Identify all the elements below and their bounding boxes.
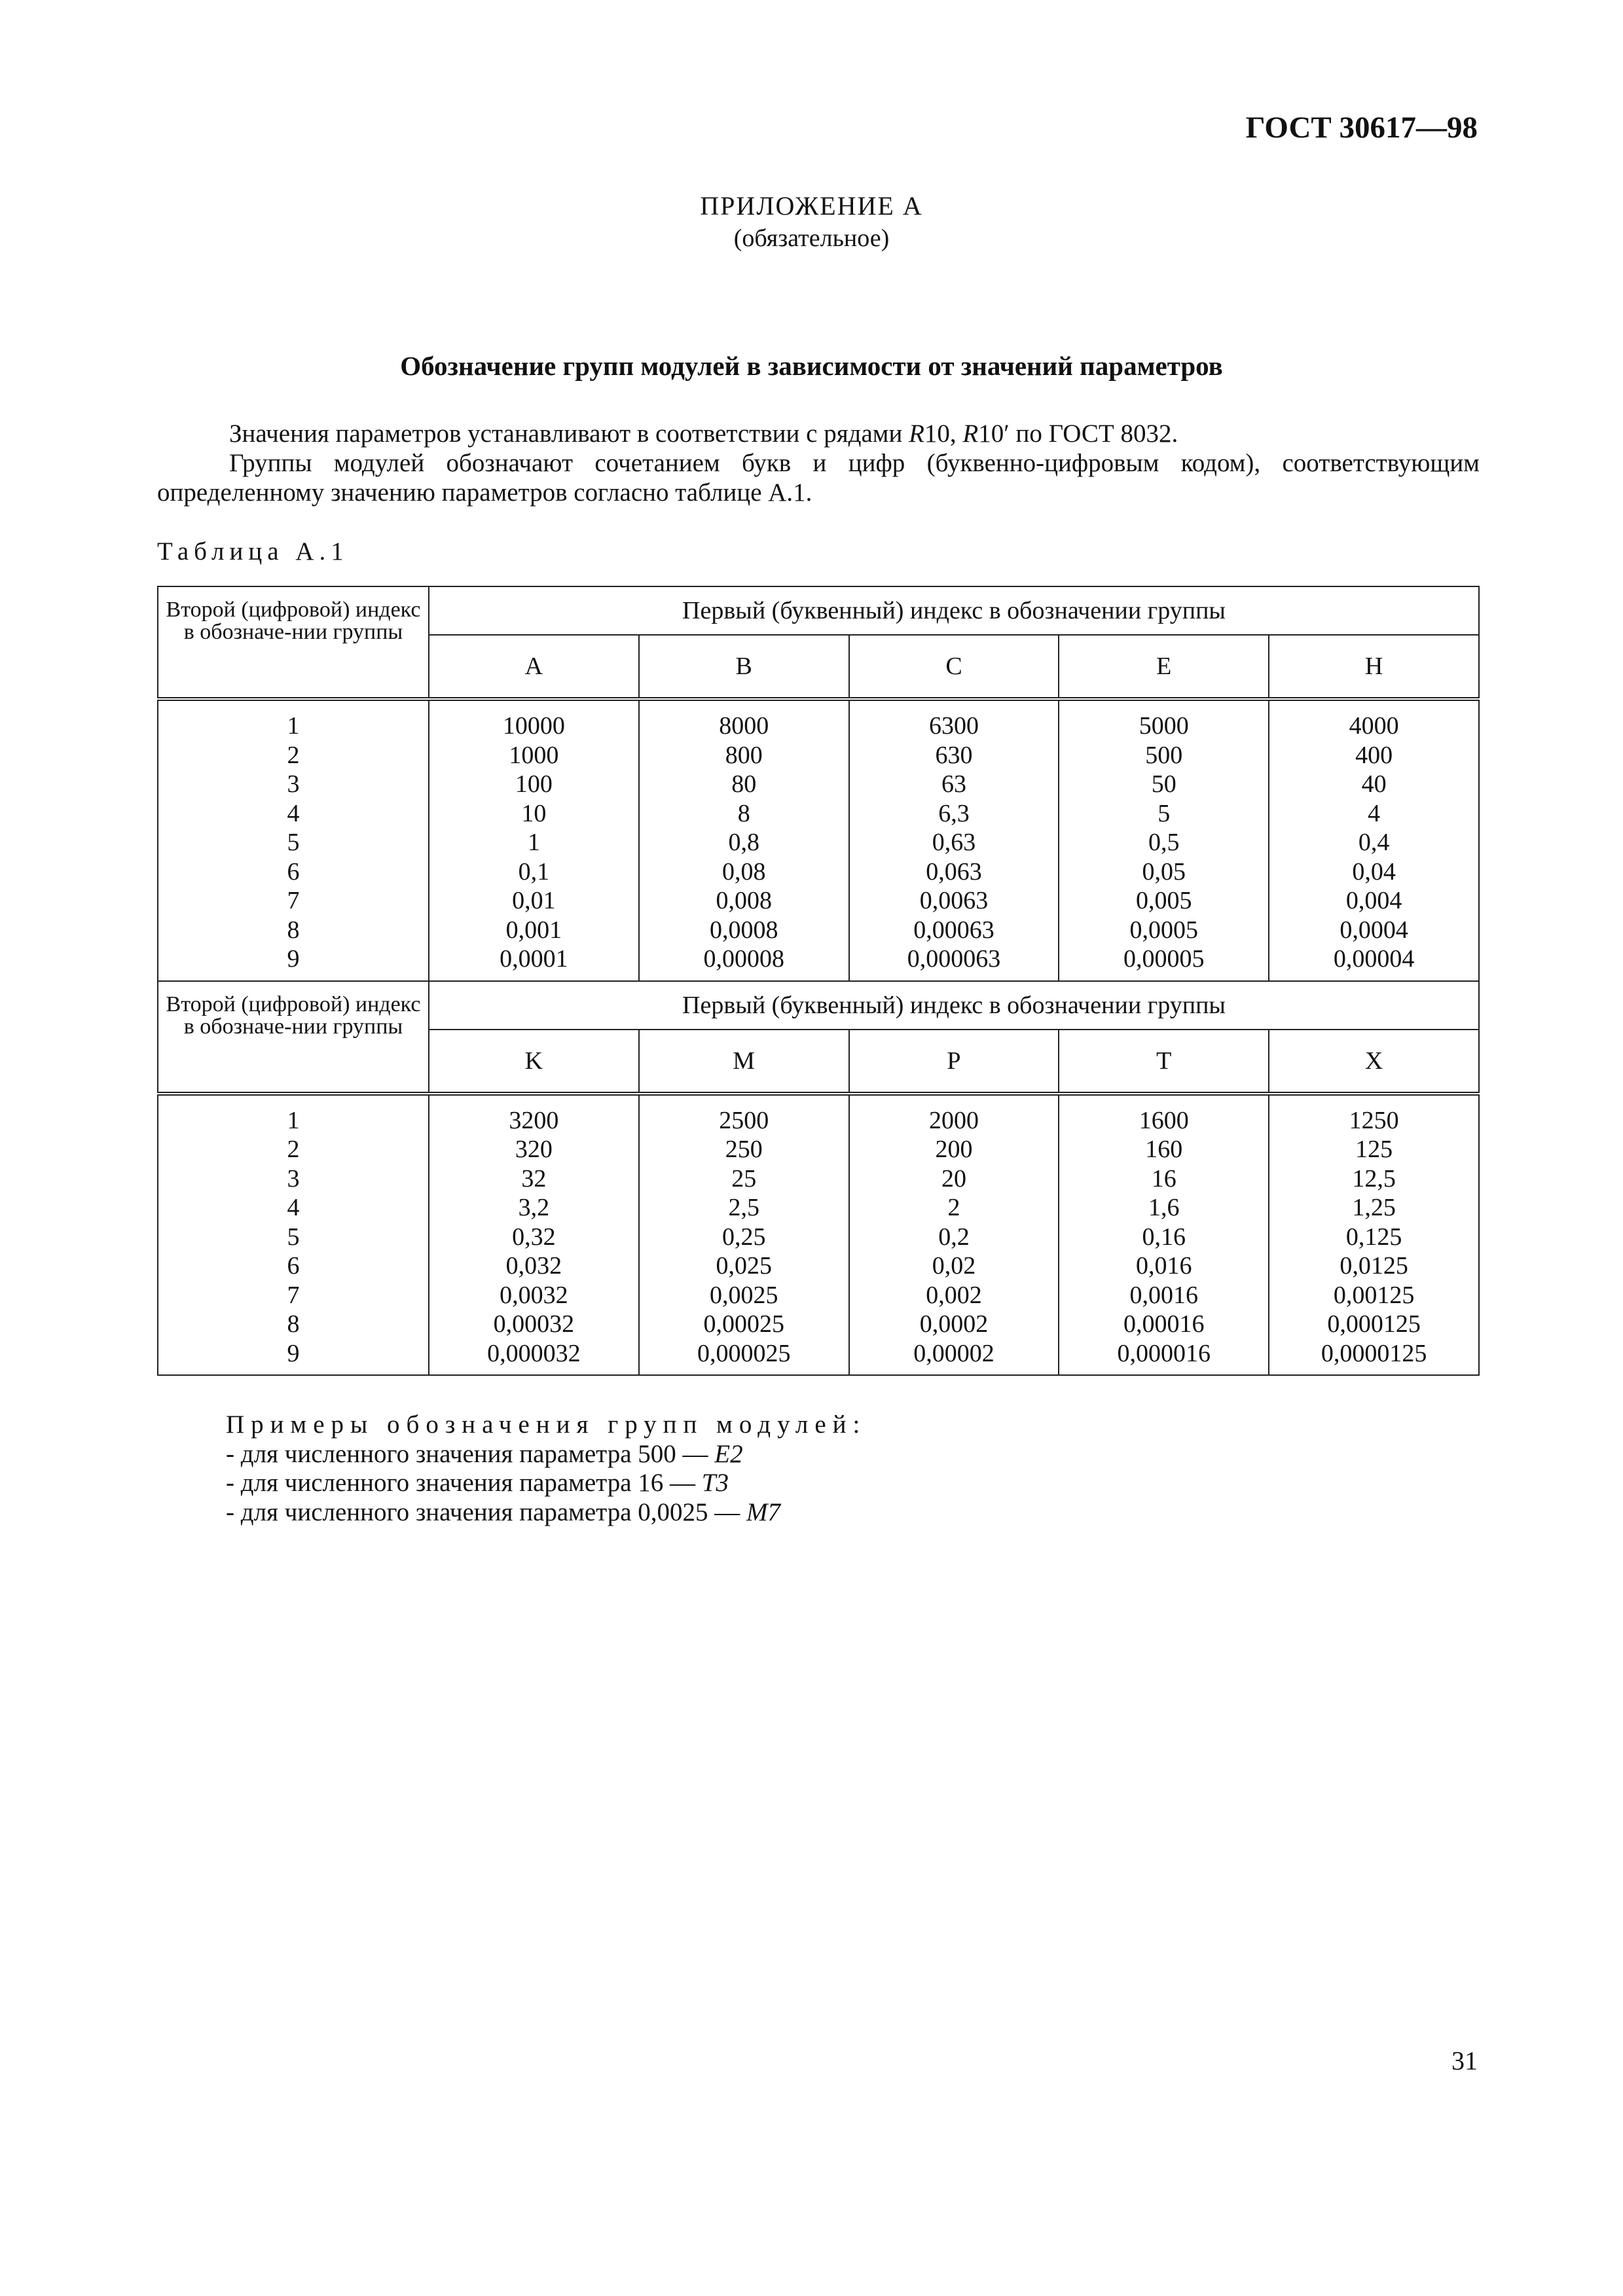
value-cell: 0,16 <box>1142 1223 1186 1251</box>
value-cell: 0,000063 <box>907 945 1001 973</box>
index-value: 9 <box>287 945 300 973</box>
letter-index-cell: P <box>849 1030 1059 1094</box>
value-cell: 25 <box>731 1164 757 1193</box>
value-cell: 0,0008 <box>709 916 778 944</box>
value-column <box>639 1094 849 1376</box>
value-column <box>429 1094 639 1376</box>
value-cell: 50 <box>1151 770 1176 798</box>
index-value: 1 <box>287 712 300 740</box>
value-cell: 0,000025 <box>697 1339 791 1367</box>
standard-code: ГОСТ 30617—98 <box>1245 111 1478 145</box>
examples-title: Примеры обозначения групп модулей: <box>226 1410 867 1439</box>
letter-index-cell: K <box>429 1030 639 1094</box>
value-cell: 0,5 <box>1148 829 1180 856</box>
document-heading: Обозначение групп модулей в зависимости от значений параметров <box>400 351 1223 381</box>
value-cell: 0,1 <box>518 857 550 886</box>
value-cell: 2 <box>947 1194 960 1221</box>
value-cell: 100 <box>515 770 553 798</box>
index-value: 2 <box>287 741 300 769</box>
value-cell: 160 <box>1145 1136 1183 1163</box>
letter-index-cell: B <box>639 635 849 699</box>
value-cell: 0,25 <box>721 1223 766 1251</box>
table-body-row <box>158 1094 1479 1376</box>
value-cell: 0,025 <box>716 1252 772 1280</box>
value-cell: 0,016 <box>1136 1252 1192 1280</box>
index-value: 8 <box>287 916 300 944</box>
value-cell: 0,000125 <box>1327 1310 1421 1338</box>
value-cell: 3,2 <box>518 1194 550 1221</box>
value-column <box>1059 1094 1269 1376</box>
index-value: 6 <box>287 857 300 886</box>
value-cell: 0,00025 <box>703 1310 784 1338</box>
value-cell: 6300 <box>928 712 979 740</box>
value-cell: 1 <box>527 829 540 856</box>
value-cell: 1,6 <box>1148 1194 1180 1221</box>
value-cell: 63 <box>941 770 966 798</box>
value-column <box>639 699 849 981</box>
index-value: 3 <box>287 770 300 798</box>
value-cell: 2500 <box>719 1106 769 1134</box>
value-cell: 0,0000125 <box>1321 1339 1427 1367</box>
value-cell: 2000 <box>928 1106 979 1134</box>
index-column <box>158 1094 429 1376</box>
value-cell: 0,04 <box>1352 857 1396 886</box>
groups-table <box>157 586 1480 1376</box>
value-cell: 0,00125 <box>1333 1281 1415 1309</box>
value-cell: 0,125 <box>1345 1223 1402 1251</box>
table-container <box>157 586 1480 1376</box>
value-cell: 630 <box>935 741 973 769</box>
value-cell: 400 <box>1355 741 1393 769</box>
value-cell: 0,0004 <box>1340 916 1408 944</box>
value-column <box>429 699 639 981</box>
value-cell: 0,0025 <box>709 1281 778 1309</box>
index-value: 5 <box>287 1223 300 1251</box>
index-value: 9 <box>287 1339 300 1367</box>
value-cell: 0,0005 <box>1129 916 1199 944</box>
intro-paragraph-1: Значения параметров устанавливают в соответствии с рядами R10, R10′ по ГОСТ 8032. <box>229 420 1178 448</box>
value-cell: 1,25 <box>1352 1194 1396 1221</box>
value-cell: 1600 <box>1139 1106 1189 1134</box>
value-cell: 0,0125 <box>1340 1252 1408 1280</box>
table-header-row <box>158 586 1479 635</box>
value-cell: 40 <box>1361 770 1387 798</box>
value-cell: 0,0002 <box>919 1310 989 1338</box>
table-caption: Таблица А.1 <box>157 537 349 565</box>
value-cell: 0,002 <box>926 1281 982 1309</box>
intro-text <box>157 419 1480 507</box>
example-item: - для численного значения параметра 0,0025 — M7 <box>226 1498 781 1526</box>
letter-index-cell: T <box>1059 1030 1269 1094</box>
appendix-subtitle: (обязательное) <box>733 224 890 252</box>
value-cell: 0,063 <box>926 857 982 886</box>
value-cell: 8000 <box>719 712 769 740</box>
value-cell: 0,00008 <box>703 945 784 973</box>
letter-index-cell: X <box>1269 1030 1479 1094</box>
letter-index-cell: E <box>1059 635 1269 699</box>
value-cell: 0,00002 <box>913 1339 994 1367</box>
value-cell: 4 <box>1368 799 1381 827</box>
value-cell: 16 <box>1151 1164 1176 1193</box>
value-cell: 0,00032 <box>493 1310 575 1338</box>
value-cell: 0,0063 <box>919 887 989 914</box>
value-cell: 20 <box>941 1164 966 1193</box>
index-value: 1 <box>287 1106 300 1134</box>
value-cell: 0,005 <box>1136 887 1192 914</box>
example-item: - для численного значения параметра 16 — T3 <box>226 1469 729 1497</box>
value-cell: 0,0001 <box>500 945 568 973</box>
index-value: 2 <box>287 1136 300 1163</box>
value-cell: 10000 <box>502 712 565 740</box>
index-value: 3 <box>287 1164 300 1193</box>
letter-index-cell: M <box>639 1030 849 1094</box>
value-cell: 80 <box>731 770 757 798</box>
value-cell: 0,63 <box>932 829 976 856</box>
intro-paragraph-2: Группы модулей обозначают сочетанием букв и цифр (буквенно-цифровым кодом), соответствующим определенному значению параметров согласно таблице А.1. <box>157 449 1480 507</box>
value-cell: 200 <box>935 1136 973 1163</box>
examples-block <box>226 1410 866 1527</box>
value-column <box>849 1094 1059 1376</box>
example-item: - для численного значения параметра 500 — E2 <box>226 1439 743 1468</box>
second-index-header: Второй (цифровой) индекс в обозначе-нии группы <box>158 586 429 699</box>
value-cell: 0,00063 <box>913 916 994 944</box>
index-value: 7 <box>287 1281 300 1309</box>
value-cell: 0,000016 <box>1117 1339 1211 1367</box>
value-cell: 0,08 <box>721 857 766 886</box>
value-cell: 125 <box>1355 1136 1393 1163</box>
value-cell: 12,5 <box>1352 1164 1396 1193</box>
value-cell: 10 <box>521 799 547 827</box>
value-cell: 0,00004 <box>1333 945 1415 973</box>
value-cell: 1000 <box>509 741 559 769</box>
value-cell: 0,0032 <box>500 1281 568 1309</box>
value-cell: 0,8 <box>728 829 759 856</box>
value-cell: 0,0016 <box>1129 1281 1199 1309</box>
appendix-header <box>0 190 1623 254</box>
value-cell: 32 <box>521 1164 547 1193</box>
index-value: 8 <box>287 1310 300 1338</box>
value-cell: 0,000032 <box>487 1339 581 1367</box>
value-cell: 0,008 <box>716 887 772 914</box>
index-value: 4 <box>287 1194 300 1221</box>
value-cell: 6,3 <box>938 799 970 827</box>
table-header-row <box>158 981 1479 1030</box>
value-cell: 0,032 <box>505 1252 562 1280</box>
value-cell: 8 <box>737 799 750 827</box>
value-cell: 0,001 <box>505 916 562 944</box>
appendix-title: ПРИЛОЖЕНИЕ А <box>700 191 923 221</box>
value-cell: 1250 <box>1349 1106 1399 1134</box>
value-cell: 5000 <box>1139 712 1189 740</box>
value-cell: 5 <box>1158 799 1171 827</box>
letter-index-cell: H <box>1269 635 1479 699</box>
second-index-header: Второй (цифровой) индекс в обозначе-нии группы <box>158 981 429 1094</box>
value-cell: 800 <box>725 741 763 769</box>
value-cell: 320 <box>515 1136 553 1163</box>
letter-index-cell: A <box>429 635 639 699</box>
first-index-header: Первый (буквенный) индекс в обозначении группы <box>429 981 1479 1030</box>
value-cell: 0,2 <box>938 1223 970 1251</box>
value-cell: 250 <box>725 1136 763 1163</box>
index-value: 5 <box>287 829 300 856</box>
value-column <box>1269 699 1479 981</box>
value-cell: 0,00005 <box>1123 945 1205 973</box>
value-cell: 0,05 <box>1142 857 1186 886</box>
first-index-header: Первый (буквенный) индекс в обозначении группы <box>429 586 1479 635</box>
index-value: 6 <box>287 1252 300 1280</box>
value-cell: 0,4 <box>1358 829 1390 856</box>
value-cell: 2,5 <box>728 1194 759 1221</box>
value-column <box>1269 1094 1479 1376</box>
page-number: 31 <box>1451 2046 1478 2075</box>
value-cell: 0,00016 <box>1123 1310 1205 1338</box>
value-cell: 4000 <box>1349 712 1399 740</box>
index-value: 4 <box>287 799 300 827</box>
value-column <box>1059 699 1269 981</box>
letter-index-cell: C <box>849 635 1059 699</box>
table-body-row <box>158 699 1479 981</box>
index-column <box>158 699 429 981</box>
value-cell: 0,004 <box>1345 887 1402 914</box>
index-value: 7 <box>287 887 300 914</box>
value-column <box>849 699 1059 981</box>
value-cell: 0,32 <box>512 1223 556 1251</box>
value-cell: 0,01 <box>512 887 556 914</box>
value-cell: 500 <box>1145 741 1183 769</box>
value-cell: 0,02 <box>932 1252 976 1280</box>
value-cell: 3200 <box>509 1106 559 1134</box>
